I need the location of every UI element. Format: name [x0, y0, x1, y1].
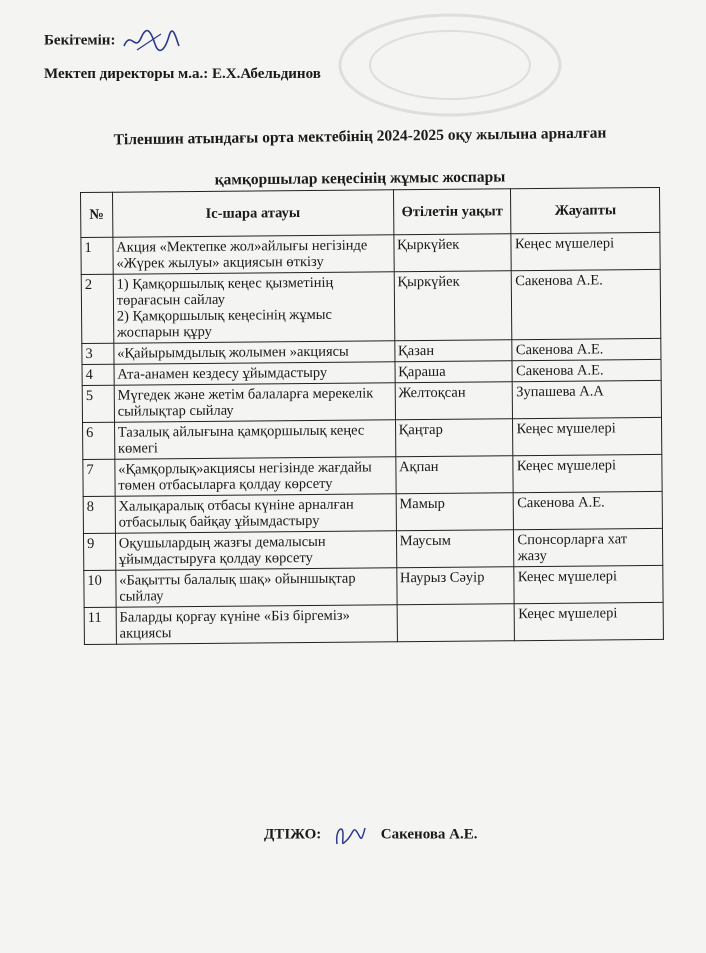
- stamp-watermark: [330, 10, 570, 120]
- row-responsible: Кеңес мүшелері: [513, 454, 662, 492]
- table-row: [84, 565, 663, 607]
- row-event: Оқушылардың жазғы демалысын ұйымдастыруға қолдау көрсету: [115, 531, 396, 570]
- table-row: [81, 232, 660, 274]
- row-responsible: Кеңес мүшелері: [511, 232, 660, 270]
- table-row: [83, 454, 662, 496]
- director-line: Мектеп директоры м.а.: Е.Х.Абельдинов: [44, 66, 321, 82]
- row-event: Мүгедек және жетім балаларға мерекелік сыйлықтар сыйлау: [114, 383, 395, 422]
- row-responsible: Сакенова А.Е.: [512, 359, 661, 381]
- table-header-row: [81, 187, 660, 237]
- footer-name: Сакенова А.Е.: [380, 826, 478, 843]
- table-row: [81, 269, 661, 343]
- row-event: Тазалық айлығына қамқоршылық кеңес көмегі: [114, 420, 395, 459]
- row-event: [113, 272, 394, 343]
- signature-icon: [331, 820, 371, 850]
- row-responsible: Сакенова А.Е.: [514, 491, 663, 529]
- document-title-line2: қамқоршылар кеңесінің жұмыс жоспары: [214, 168, 506, 189]
- director-signature: [121, 28, 181, 54]
- row-time: Қыркүйек: [394, 234, 512, 272]
- row-time: [397, 604, 515, 642]
- row-responsible: Кеңес мүшелері: [513, 417, 662, 455]
- row-number: 6: [83, 422, 115, 459]
- row-event-part1: 1) Қамқоршылық кеңес қызметінің төрағасын сайлау: [116, 274, 334, 309]
- row-number: 3: [82, 343, 114, 364]
- row-responsible: Сакенова А.Е.: [512, 338, 661, 360]
- row-number: 4: [82, 364, 114, 385]
- row-time: Мамыр: [396, 493, 514, 531]
- header-responsible: Жауапты: [511, 187, 660, 233]
- row-event: «Бақытты балалық шақ» ойыншықтар сыйлау: [116, 568, 397, 607]
- row-event: «Қамқорлық»акциясы негізінде жағдайы төмен отбасыларға қолдау көрсету: [115, 457, 396, 496]
- row-number: 8: [83, 496, 115, 533]
- approval-line: [44, 28, 181, 54]
- header-time: Өтілетін уақыт: [393, 189, 511, 235]
- row-time: Қараша: [395, 361, 513, 383]
- row-number: 7: [83, 459, 115, 496]
- approve-label: Бекітемін:: [44, 32, 116, 49]
- table-row: [84, 602, 663, 644]
- row-number: 11: [84, 607, 116, 644]
- row-responsible: Кеңес мүшелері: [515, 602, 664, 640]
- row-responsible: Кеңес мүшелері: [514, 565, 663, 603]
- table-row: [83, 528, 662, 570]
- row-number: 2: [81, 274, 113, 343]
- row-event: Акция «Мектепке жол»айлығы негізінде «Жүрек жылуы» акциясын өткізу: [113, 235, 394, 274]
- footer-role: ДТІЖО:: [264, 826, 322, 843]
- row-time: Қыркүйек: [394, 271, 512, 341]
- row-number: 5: [82, 385, 114, 422]
- row-event-part2: 2) Қамқоршылық кеңесінің жұмыс жоспарын құру: [116, 306, 332, 341]
- row-responsible: Спонсорларға хат жазу: [514, 528, 663, 566]
- table-row: [82, 380, 661, 422]
- row-responsible: Зупашева А.А: [513, 380, 662, 418]
- row-number: 9: [83, 533, 115, 570]
- header-number: №: [81, 192, 113, 237]
- row-time: Наурыз Сәуір: [396, 567, 514, 605]
- table-row: [83, 417, 662, 459]
- row-responsible: Сакенова А.Е.: [512, 269, 661, 339]
- row-event: Халықаралық отбасы күніне арналған отбасылық байқау ұйымдастыру: [115, 494, 396, 533]
- document-title-line1: Тіленшин атындағы орта мектебінің 2024-2025 оқу жылына арналған: [113, 124, 607, 149]
- table-row: [83, 491, 662, 533]
- row-event: Баларды қорғау күніне «Біз біргеміз» акциясы: [116, 605, 397, 644]
- footer-signature-line: [264, 820, 478, 850]
- row-time: Желтоқсан: [395, 382, 513, 420]
- row-event: Ата-анамен кездесу ұйымдастыру: [114, 362, 395, 385]
- row-time: Маусым: [396, 530, 514, 568]
- plan-table: [80, 187, 664, 645]
- row-event: «Қайырымдылық жолымен »акциясы: [114, 341, 395, 364]
- row-time: Ақпан: [395, 456, 513, 494]
- row-time: Қаңтар: [395, 419, 513, 457]
- row-number: 10: [84, 570, 116, 607]
- row-number: 1: [81, 237, 113, 274]
- row-time: Қазан: [394, 340, 512, 362]
- header-event: Іс-шара атауы: [112, 190, 393, 237]
